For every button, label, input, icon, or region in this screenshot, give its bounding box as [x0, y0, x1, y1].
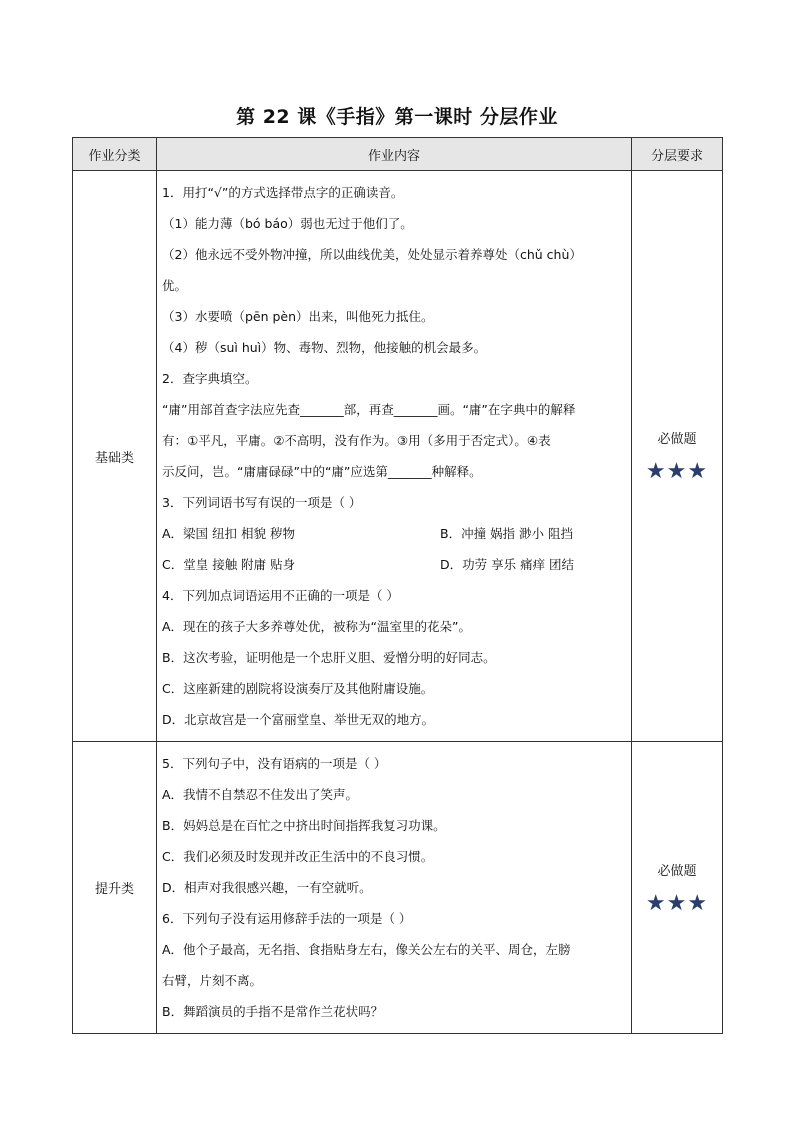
table-row-advanced	[73, 742, 723, 1034]
question-line: C．我们必须及时发现并改正生活中的不良习惯。	[162, 849, 434, 864]
requirement-label: 必做题	[657, 432, 697, 447]
option-a: A．梁国 纽扣 相貌 秽物	[162, 526, 295, 541]
options-row	[162, 549, 627, 580]
category-advanced: 提升类	[73, 742, 157, 1034]
header-content: 作业内容	[157, 138, 632, 171]
table-header-row	[73, 138, 723, 171]
question-line: （4）秽（suì huì）物、毒物、烈物，他接触的机会最多。	[162, 340, 487, 355]
question-line: “庸”用部首查字法应先查_______部，再查_______画。“庸”在字典中的解释	[162, 402, 576, 417]
question-line: 2．查字典填空。	[162, 371, 258, 386]
question-line: 3．下列词语书写有误的一项是（ ）	[162, 495, 362, 510]
requirement-advanced	[632, 742, 723, 1034]
question-line: （1）能力薄（bó báo）弱也无过于他们了。	[162, 216, 413, 231]
question-line: C．这座新建的剧院将设演奏厅及其他附庸设施。	[162, 681, 434, 696]
category-basic: 基础类	[73, 171, 157, 742]
question-line: 示反问，岂。“庸庸碌碌”中的“庸”应选第_______种解释。	[162, 464, 482, 479]
question-line: A．我情不自禁忍不住发出了笑声。	[162, 787, 359, 802]
question-line: 优。	[162, 278, 188, 293]
question-line: B．这次考验，证明他是一个忠肝义胆、爱憎分明的好同志。	[162, 650, 496, 665]
question-line: 右臂，片刻不离。	[162, 973, 263, 988]
difficulty-stars-icon: ★★★	[645, 890, 709, 916]
options-row	[162, 518, 627, 549]
question-line: （3）水要喷（pēn pèn）出来，叫他死力抵住。	[162, 309, 434, 324]
question-line: B．妈妈总是在百忙之中挤出时间指挥我复习功课。	[162, 818, 446, 833]
question-line: 4．下列加点词语运用不正确的一项是（ ）	[162, 588, 399, 603]
header-category: 作业分类	[73, 138, 157, 171]
option-c: C．堂皇 接触 附庸 贴身	[162, 557, 296, 572]
question-line: D．北京故宫是一个富丽堂皇、举世无双的地方。	[162, 712, 435, 727]
requirement-label: 必做题	[657, 863, 697, 879]
question-line: 1．用打“√”的方式选择带点字的正确读音。	[162, 185, 404, 200]
option-b: B．冲撞 娲指 渺小 阻挡	[440, 526, 573, 541]
question-line: （2）他永远不受外物冲撞，所以曲线优美，处处显示着养尊处（chǔ chù）	[162, 247, 582, 262]
question-line: D．相声对我很感兴趣，一有空就听。	[162, 880, 372, 895]
question-line: 有：①平凡，平庸。②不高明，没有作为。③用（多用于否定式）。④表	[162, 433, 551, 448]
page-title: 第 22 课《手指》第一课时 分层作业	[236, 106, 558, 128]
requirement-basic	[632, 171, 723, 742]
table-row-basic	[73, 171, 723, 742]
option-d: D．功劳 享乐 痛痒 团结	[440, 557, 575, 572]
content-advanced	[157, 742, 632, 1034]
question-line: 6．下列句子没有运用修辞手法的一项是（ ）	[162, 911, 412, 926]
difficulty-stars-icon: ★★★	[645, 459, 709, 484]
content-basic	[157, 171, 632, 742]
question-line: A．他个子最高，无名指、食指贴身左右，像关公左右的关平、周仓，左膀	[162, 942, 571, 957]
question-line: A．现在的孩子大多养尊处优，被称为“温室里的花朵”。	[162, 619, 472, 634]
question-line: 5．下列句子中，没有语病的一项是（ ）	[162, 756, 387, 771]
question-line: B．舞蹈演员的手指不是常作兰花状吗？	[162, 1004, 384, 1019]
header-requirement: 分层要求	[632, 138, 723, 171]
homework-table	[72, 137, 723, 1034]
